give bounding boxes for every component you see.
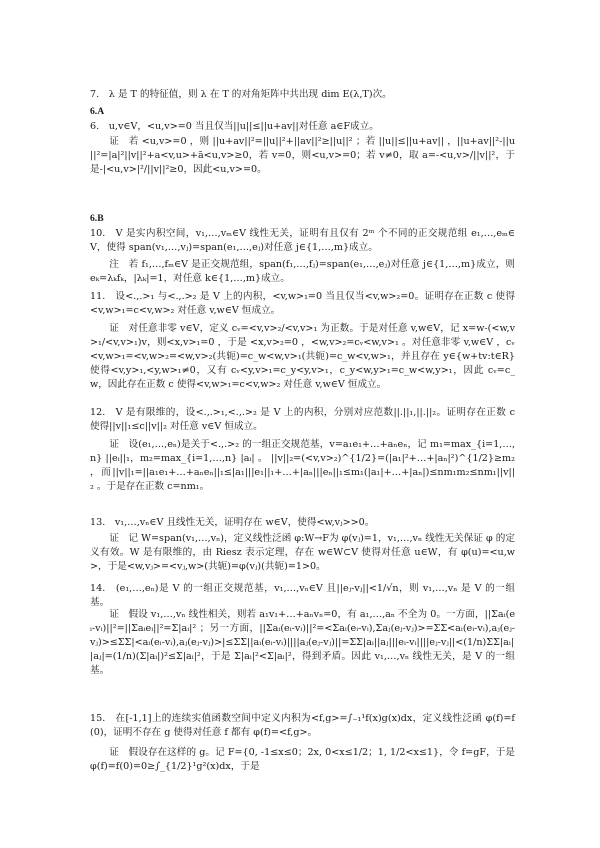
exercise-11: 11. 设<.,.>₁ 与<.,.>₂ 是 V 上的内积，<v,w>₁=0 当且仅当<v,w>₂=0。证明存在正数 c 使得<v,w>₁=c<v,w>₂ 对任意 v,w∈V 恒成立。 — [90, 291, 515, 316]
exercise-13-proof: 证 记 W=span(v₁,…,vₙ)，定义线性泛函 φ:W→F为 φ(vⱼ)=1，v₁,…,vₙ 线性无关保证 φ 的定义有效。W 是有限维的，由 Riesz 表示定理，存在 w∈W⊂V 使得对任意 u∈W，有 φ(u)=<u,w>，于是<w,vⱼ>=<vⱼ,w>(共轭)=φ(vⱼ)(共轭)=1>0。 — [90, 533, 515, 572]
exercise-6: 6. u,v∈V，<u,v>=0 当且仅当||u||≤||u+av||对任意 a∈F成立。 — [90, 121, 379, 132]
exercise-11-proof: 证 对任意非零 v∈V，定义 cᵥ=<v,v>₂/<v,v>₁ 为正数。于是对任意 v,w∈V，记 x=w-(<w,v>₁/<v,v>₁)v，则<x,v>₁=0 ，于是 <x,v>₂=0 ，<w,v>₂=cᵥ<w,v>₁ 。对任意非零 v,w∈V ，cᵥ<v,w>₁=<v,w>₂=<w,v>₂(共轭)=c_w<w,v>₁(共轭)=c_w<v,w>₁，并且存在 y∈{w+tv:t∈R}使得<v,y>₁,<y,w>₁≠0，又有 cᵥ<y,v>₁=c_y<y,v>₁，c_y<w,y>₁=c_w<w,y>₁，因此 cᵥ=c_w，因此存在正数 c 使得<v,w>₁=c<v,w>₂ 对任意 v,w∈V 恒成立。 — [90, 323, 515, 390]
section-heading-6a: 6.A — [90, 106, 105, 117]
exercise-10: 10. V 是实内积空间，v₁,…,vₘ∈V 线性无关，证明有且仅有 2ᵐ 个不同的正交规范组 e₁,…,eₘ∈V，使得 span(v₁,…,vⱼ)=span(e₁,…,eⱼ)对任意 j∈{1,…,m}成立。 — [90, 228, 515, 253]
exercise-7: 7. λ 是 T 的特征值，则 λ 在 T 的对角矩阵中共出现 dim E(λ,T)次。 — [90, 89, 392, 100]
exercise-6-proof: 证 若 <u,v>=0 ，则 ||u+av||²=||u||²+||av||²≥||u||² ；若 ||u||≤||u+av|| ，||u+av||²-||u||²=|a|²||v||²+a<v,u>+ā<u,v>≥0，若 v=0，则<u,v>=0；若 v≠0，取 a=-<u,v>/||v||²，于是-|<u,v>|²/||v||²≥0，因此<u,v>=0。 — [90, 136, 515, 175]
exercise-12: 12. V 是有限维的，设<.,.>₁,<.,.>₂ 是 V 上的内积，分别对应范数||.||₁,||.||₂。证明存在正数 c 使得||v||₁≤c||v||₂ 对任意 v∈V 恒成立。 — [90, 407, 515, 432]
exercise-12-proof: 证 设(e₁,…,eₙ)是关于<.,.>₂ 的一组正交规范基，v=a₁e₁+…+aₙeₙ，记 m₁=max_{i=1,…,n} ||eᵢ||₁，m₂=max_{i=1,…,n} |aᵢ| 。 ||v||₂=(<v,v>₂)^{1/2}=(|a₁|²+…+|aₙ|²)^{1/2}≥m₂ ，而||v||₁=||a₁e₁+…+aₙeₙ||₁≤|a₁|||e₁||₁+…+|aₙ|||eₙ||₁≤m₁(|a₁|+…+|aₙ|)≤nm₁m₂≤nm₁||v||₂ 。于是存在正数 c=nm₁。 — [90, 439, 515, 492]
exercise-15: 15. 在[-1,1]上的连续实值函数空间中定义内积为<f,g>=∫₋₁¹f(x)g(x)dx，定义线性泛函 φ(f)=f(0)，证明不存在 g 使得对任意 f 都有 φ(f)=<f,g>。 — [90, 713, 515, 738]
exercise-13: 13. v₁,…,vₙ∈V 且线性无关，证明存在 w∈V，使得<w,vⱼ>>0。 — [90, 517, 375, 528]
exercise-15-proof: 证 假设存在这样的 g。记 F={0, -1≤x≤0；2x, 0<x≤1/2；1, 1/2<x≤1}，令 f=gF，于是 φ(f)=f(0)=0≥∫_{1/2}¹g²(x)dx，于是 — [90, 747, 515, 772]
exercise-10-note: 注 若 f₁,…,fₘ∈V 是正交规范组，span(f₁,…,fⱼ)=span(e₁,…,eⱼ)对任意 j∈{1,…,m}成立，则 eₖ=λₖfₖ，|λₖ|=1，对任意 k∈{1,…,m}成立。 — [90, 259, 515, 284]
exercise-14: 14. (e₁,…,eₙ)是 V 的一组正交规范基，v₁,…,vₙ∈V 且||eⱼ-vⱼ||<1/√n，则 v₁,…,vₙ 是 V 的一组基。 — [90, 583, 515, 608]
section-heading-6b: 6.B — [90, 213, 104, 224]
exercise-14-proof: 证 假设 v₁,…,vₙ 线性相关，则若 a₁v₁+…+aₙvₙ=0，有 a₁,…,aₙ 不全为 0。一方面，||Σaᵢ(eᵢ-vᵢ)||²=||Σaᵢeᵢ||²=Σ|aᵢ|² ；另一方面，||Σaᵢ(eᵢ-vᵢ)||²=<Σaᵢ(eᵢ-vᵢ),Σaⱼ(eⱼ-vⱼ)>=ΣΣ<aᵢ(eᵢ-vᵢ),aⱼ(eⱼ-vⱼ)>≤ΣΣ|<aᵢ(eᵢ-vᵢ),aⱼ(eⱼ-vⱼ)>|≤ΣΣ||aᵢ(eᵢ-vᵢ)||||aⱼ(eⱼ-vⱼ)||=ΣΣ|aᵢ||aⱼ|||eᵢ-vᵢ||||eⱼ-vⱼ||<(1/n)ΣΣ|aᵢ||aⱼ|=(1/n)(Σ|aᵢ|)²≤Σ|aᵢ|²，于是 Σ|aᵢ|²<Σ|aᵢ|²，得到矛盾。因此 v₁,…,vₙ 线性无关，是 V 的一组基。 — [90, 609, 515, 676]
